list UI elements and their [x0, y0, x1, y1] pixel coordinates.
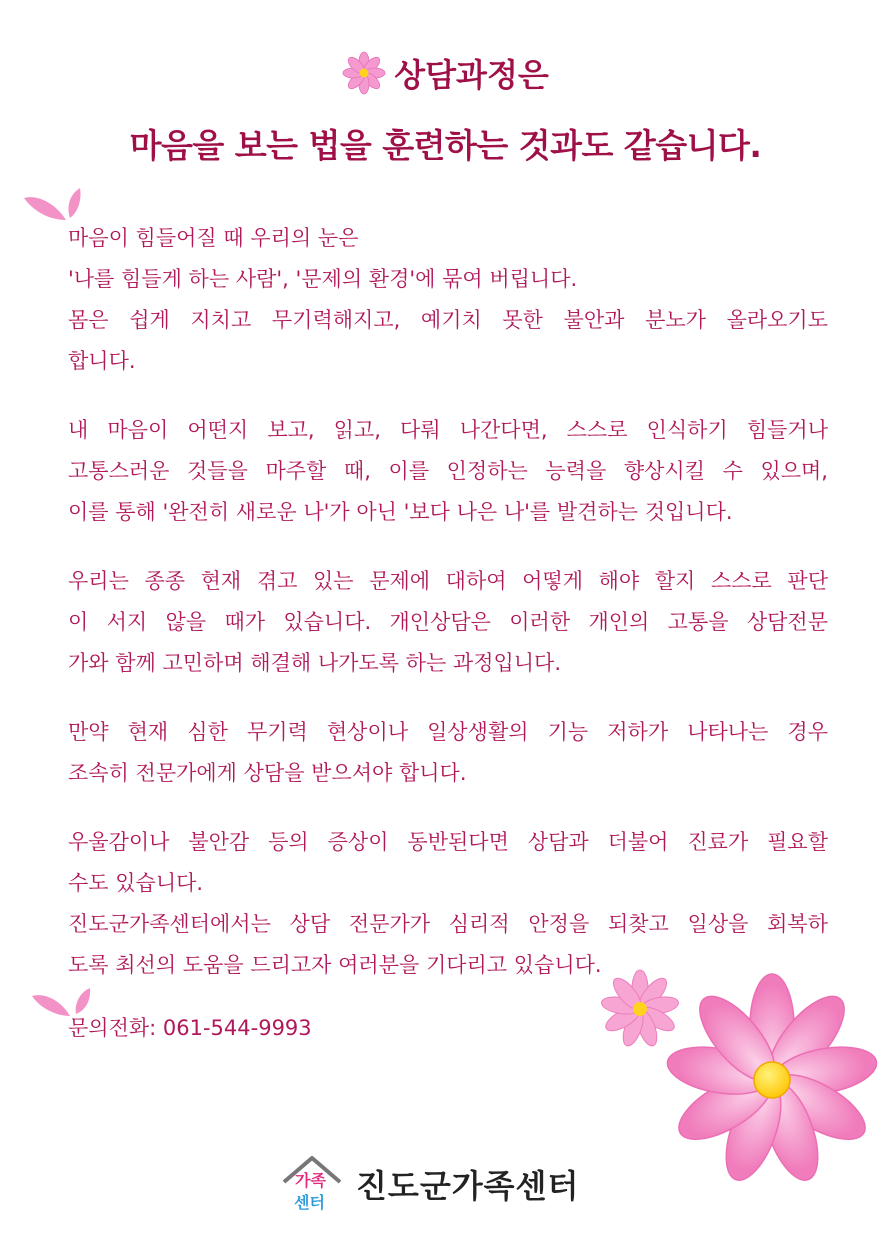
- text-line: 만약 현재 심한 무기력 현상이나 일상생활의 기능 저하가 나타나는 경우: [68, 720, 828, 744]
- text-line: 내 마음이 어떤지 보고, 읽고, 다뤄 나간다면, 스스로 인식하기 힘들거나: [68, 418, 828, 442]
- text-line: 수도 있습니다.: [68, 871, 204, 895]
- text-line: 도록 최선의 도움을 드리고자 여러분을 기다리고 있습니다.: [68, 953, 602, 977]
- text-line: 몸은 쉽게 지치고 무기력해지고, 예기치 못한 불안과 분노가 올라오기도: [68, 308, 828, 332]
- logo-char: 가족: [295, 1171, 326, 1190]
- footer-logo: [280, 1152, 579, 1216]
- text-line: 이를 통해 '완전히 새로운 나'가 아닌 '보다 나은 나'를 발견하는 것입니다.: [68, 500, 733, 524]
- logo-char: 센터: [294, 1193, 325, 1212]
- title-block: [0, 50, 891, 167]
- text-line: 우리는 종종 현재 겪고 있는 문제에 대하여 어떻게 해야 할지 스스로 판단: [68, 569, 828, 593]
- paragraph-3: [68, 561, 828, 684]
- paragraph-2: [68, 410, 828, 533]
- flower-icon: [342, 51, 386, 95]
- contact-phone: 문의전화: 061-544-9993: [68, 1016, 312, 1040]
- content-body: [68, 218, 828, 1014]
- text-line: '나를 힘들게 하는 사람', '문제의 환경'에 묶여 버립니다.: [68, 267, 578, 291]
- title-line-1: 상담과정은: [394, 56, 549, 94]
- paragraph-1: [68, 218, 828, 382]
- text-line: 가와 함께 고민하며 해결해 나가도록 하는 과정입니다.: [68, 651, 562, 675]
- paragraph-4: [68, 712, 828, 794]
- text-line: 조속히 전문가에게 상담을 받으셔야 합니다.: [68, 761, 467, 785]
- org-name: 진도군가족센터: [356, 1167, 580, 1205]
- text-line: 우울감이나 불안감 등의 증상이 동반된다면 상담과 더불어 진료가 필요할: [68, 830, 828, 854]
- house-logo-icon: [280, 1152, 344, 1216]
- flower-icon: [660, 968, 884, 1192]
- text-line: 진도군가족센터에서는 상담 전문가가 심리적 안정을 되찾고 일상을 회복하: [68, 912, 828, 936]
- title-line-2: 마음을 보는 법을 훈련하는 것과도 같습니다.: [129, 126, 762, 165]
- text-line: 합니다.: [68, 349, 136, 373]
- paragraph-5: [68, 822, 828, 986]
- text-line: 이 서지 않을 때가 있습니다. 개인상담은 이러한 개인의 고통을 상담전문: [68, 610, 828, 634]
- title-line-1-wrap: [0, 50, 891, 96]
- text-line: 고통스러운 것들을 마주할 때, 이를 인정하는 능력을 향상시킬 수 있으며,: [68, 459, 828, 483]
- text-line: 마음이 힘들어질 때 우리의 눈은: [68, 226, 359, 250]
